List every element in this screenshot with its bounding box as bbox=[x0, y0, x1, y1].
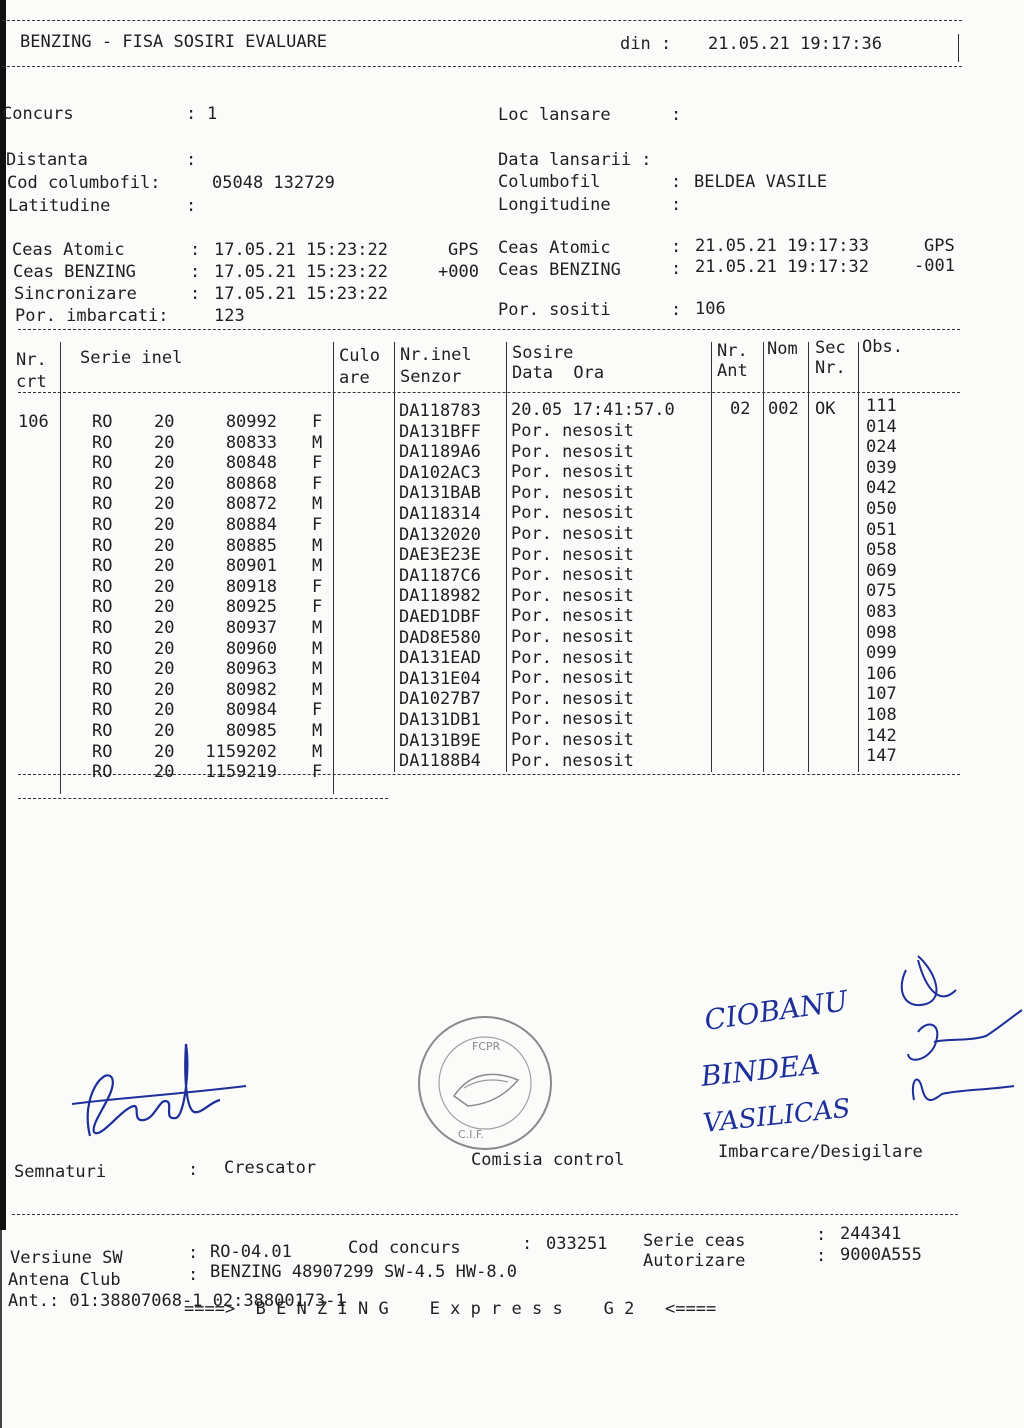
cod-concurs-value: 033251 bbox=[546, 1234, 608, 1254]
cell-tara: RO bbox=[92, 659, 113, 680]
ceas-benzing-label: Ceas BENZING bbox=[13, 262, 136, 282]
ceas-atomic-end-label: Ceas Atomic bbox=[498, 238, 611, 258]
header-right-border bbox=[958, 34, 959, 62]
cell-tara: RO bbox=[92, 721, 113, 741]
cell-sex: M bbox=[312, 432, 323, 453]
longitudine-label: Longitudine bbox=[498, 195, 611, 215]
cell-inel: 80872 bbox=[225, 494, 277, 515]
cell-obs: 039 bbox=[866, 457, 897, 478]
th-nom: Nom bbox=[767, 339, 798, 359]
cell-sosire: Por. nesosit bbox=[511, 482, 634, 503]
cell-sex: M bbox=[312, 556, 323, 577]
ceas-atomic-end-value: 21.05.21 19:17:33 bbox=[695, 236, 869, 256]
cell-sex: F bbox=[312, 473, 323, 494]
cod-columbofil-label: Cod columbofil: bbox=[7, 173, 161, 193]
cell-senzor: DAED1DBF bbox=[399, 607, 481, 627]
cell-sex: M bbox=[312, 494, 323, 515]
concurs-label: Concurs bbox=[2, 104, 74, 124]
cell-sosire: Por. nesosit bbox=[511, 688, 634, 709]
cell-obs: 098 bbox=[866, 622, 897, 643]
cell-tara: RO bbox=[92, 597, 113, 618]
cell-inel: 80901 bbox=[225, 556, 277, 577]
th-sosire: Sosire bbox=[512, 343, 574, 363]
colon: : bbox=[671, 259, 682, 279]
table-bottom-rule bbox=[18, 798, 388, 799]
crescator-signature bbox=[60, 1036, 260, 1146]
cell-an: 20 bbox=[154, 679, 175, 700]
cell-tara: RO bbox=[92, 453, 113, 474]
cell-sex: F bbox=[312, 453, 323, 474]
cell-tara: RO bbox=[92, 432, 113, 453]
cell-tara: RO bbox=[92, 679, 113, 700]
th-sec: Sec bbox=[815, 338, 846, 358]
colon: : bbox=[671, 172, 682, 192]
cell-sosire: Por. nesosit bbox=[511, 626, 634, 647]
cell-sosire: Por. nesosit bbox=[511, 503, 634, 524]
comisia-control-label: Comisia control bbox=[471, 1150, 625, 1170]
cod-columbofil-value: 05048 132729 bbox=[212, 173, 335, 193]
semnaturi-label: Semnaturi bbox=[14, 1162, 107, 1182]
cell-sosire: Por. nesosit bbox=[511, 441, 634, 462]
cell-an: 20 bbox=[154, 412, 175, 432]
cell-senzor: DAE3E23E bbox=[399, 545, 481, 566]
imbarcare-signatures bbox=[696, 950, 1024, 1140]
distanta-label: Distanta bbox=[6, 150, 88, 170]
cell-senzor: DA118783 bbox=[399, 401, 481, 421]
cell-inel: 80848 bbox=[225, 453, 277, 474]
cell-senzor: DA131DB1 bbox=[399, 710, 481, 730]
ceas-benzing-end-value: 21.05.21 19:17:32 bbox=[695, 257, 869, 277]
concurs-value: 1 bbox=[207, 104, 218, 124]
colon: : bbox=[671, 105, 682, 125]
autorizare-label: Autorizare bbox=[643, 1251, 746, 1271]
cod-concurs-label: Cod concurs bbox=[348, 1238, 461, 1258]
colon: : bbox=[816, 1225, 827, 1245]
cell-an: 20 bbox=[154, 597, 175, 618]
sincronizare-value: 17.05.21 15:23:22 bbox=[214, 284, 388, 304]
cell-an: 20 bbox=[154, 473, 175, 494]
cell-an: 20 bbox=[154, 721, 175, 741]
page-edge bbox=[0, 1230, 2, 1428]
cell-senzor: DA131E04 bbox=[399, 668, 481, 689]
cell-sex: M bbox=[312, 721, 323, 741]
colon: : bbox=[186, 150, 197, 170]
cell-inel: 80868 bbox=[225, 473, 277, 494]
svg-text:CIOBANU: CIOBANU bbox=[702, 984, 850, 1037]
cell-obs: 099 bbox=[866, 643, 897, 664]
col-divider bbox=[60, 342, 61, 794]
table-top-rule bbox=[18, 329, 960, 330]
cell-inel: 80925 bbox=[225, 597, 277, 618]
th-ant: Ant bbox=[717, 361, 748, 381]
colon: : bbox=[522, 1234, 533, 1254]
colon: : bbox=[671, 237, 682, 257]
cell-an: 20 bbox=[154, 618, 175, 638]
cell-sex: M bbox=[312, 741, 323, 762]
cell-senzor: DA131BAB bbox=[399, 483, 481, 504]
cell-tara: RO bbox=[92, 515, 113, 535]
col-divider bbox=[711, 342, 712, 772]
cell-an: 20 bbox=[154, 494, 175, 515]
sositi-label: Por. sositi bbox=[498, 300, 611, 320]
ceas-atomic-end-suffix: GPS bbox=[924, 236, 955, 256]
cell-senzor: DA1027B7 bbox=[399, 689, 481, 710]
cell-inel: 80985 bbox=[225, 721, 277, 741]
cell-inel: 1159202 bbox=[205, 741, 277, 762]
cell-an: 20 bbox=[154, 515, 175, 535]
cell-sosire: Por. nesosit bbox=[511, 462, 634, 483]
loc-lansare-label: Loc lansare bbox=[498, 105, 611, 125]
ceas-atomic-suffix: GPS bbox=[448, 240, 479, 260]
cell-senzor: DA131EAD bbox=[399, 648, 481, 669]
cell-sosire: Por. nesosit bbox=[511, 606, 634, 627]
cell-an: 20 bbox=[154, 535, 175, 556]
cell-sex: M bbox=[312, 638, 323, 659]
cell-sosire: Por. nesosit bbox=[511, 750, 634, 771]
cell-inel: 80992 bbox=[225, 412, 277, 432]
table-header-rule bbox=[18, 392, 960, 393]
cell-obs: 111 bbox=[866, 396, 897, 416]
header-bottom-rule bbox=[2, 66, 962, 67]
cell-tara: RO bbox=[92, 700, 113, 721]
columbofil-label: Columbofil bbox=[498, 172, 601, 192]
col-divider bbox=[333, 342, 334, 794]
th-nr-inel: Nr.inel bbox=[400, 345, 472, 365]
cell-senzor: DA132020 bbox=[399, 524, 481, 545]
cell-senzor: DA131BFF bbox=[399, 421, 481, 442]
cell-tara: RO bbox=[92, 741, 113, 762]
cell-obs: 058 bbox=[866, 540, 897, 561]
benzing-express-line: ====> B E N Z I N G E x p r e s s G 2 <==== bbox=[184, 1299, 717, 1319]
cell-an: 20 bbox=[154, 453, 175, 474]
th-crt: crt bbox=[16, 372, 47, 392]
colon: : bbox=[671, 300, 682, 320]
col-divider bbox=[808, 342, 809, 772]
antena-club-label: Antena Club bbox=[8, 1270, 121, 1290]
cell-senzor: DAD8E580 bbox=[399, 627, 481, 648]
th-obs: Obs. bbox=[862, 337, 903, 357]
cell-inel: 80982 bbox=[225, 679, 277, 700]
cell-obs: 042 bbox=[866, 478, 897, 499]
antena-club-value: BENZING 48907299 SW-4.5 HW-8.0 bbox=[210, 1262, 518, 1282]
cell-senzor: DA102AC3 bbox=[399, 462, 481, 483]
sincronizare-label: Sincronizare bbox=[14, 284, 137, 304]
th-culo: Culo bbox=[339, 346, 380, 366]
serie-ceas-label: Serie ceas bbox=[643, 1231, 746, 1251]
latitudine-label: Latitudine bbox=[8, 196, 111, 216]
cell-inel: 80885 bbox=[225, 535, 277, 556]
svg-text:C.I.F.: C.I.F. bbox=[458, 1128, 484, 1141]
cell-tara: RO bbox=[92, 556, 113, 577]
cell-an: 20 bbox=[154, 638, 175, 659]
cell-senzor: DA1187C6 bbox=[399, 565, 481, 586]
autorizare-value: 9000A555 bbox=[840, 1245, 922, 1265]
cell-obs: 050 bbox=[866, 499, 897, 519]
cell-sex: F bbox=[312, 597, 323, 618]
ceas-atomic-label: Ceas Atomic bbox=[12, 240, 125, 260]
cell-sex: M bbox=[312, 618, 323, 638]
cell-sosire: Por. nesosit bbox=[511, 585, 634, 606]
serie-ceas-value: 244341 bbox=[840, 1224, 902, 1244]
cell-tara: RO bbox=[92, 576, 113, 597]
cell-inel: 80833 bbox=[225, 432, 277, 453]
cell-tara: RO bbox=[92, 473, 113, 494]
cell-an: 20 bbox=[154, 659, 175, 680]
cell-tara: RO bbox=[92, 535, 113, 556]
colon: : bbox=[188, 1160, 199, 1180]
cell-sex: F bbox=[312, 700, 323, 721]
date-value: 21.05.21 19:17:36 bbox=[708, 34, 882, 54]
cell-sosire: 20.05 17:41:57.0 bbox=[511, 400, 675, 421]
cell-sex: F bbox=[312, 762, 323, 783]
cell-obs: 051 bbox=[866, 519, 897, 540]
cell-inel: 80884 bbox=[225, 515, 277, 535]
antenna-line: Ant.: 01:38807068-1 02:38800173-1 bbox=[8, 1291, 346, 1311]
page-title: BENZING - FISA SOSIRI EVALUARE bbox=[20, 32, 328, 52]
colon: : bbox=[671, 195, 682, 215]
svg-text:BINDEA: BINDEA bbox=[699, 1047, 822, 1093]
cell-tara: RO bbox=[92, 494, 113, 515]
svg-text:VASILICAS: VASILICAS bbox=[701, 1093, 852, 1139]
cell-sex: F bbox=[312, 412, 323, 432]
cell-an: 20 bbox=[154, 700, 175, 721]
cell-inel: 1159219 bbox=[205, 762, 277, 783]
cell-sosire: Por. nesosit bbox=[511, 523, 634, 544]
club-stamp bbox=[412, 1010, 558, 1156]
cell-sex: F bbox=[312, 515, 323, 535]
cell-sex: F bbox=[312, 576, 323, 597]
ceas-benzing-end-label: Ceas BENZING bbox=[498, 260, 621, 280]
cell-senzor: DA118982 bbox=[399, 586, 481, 607]
cell-sosire: Por. nesosit bbox=[511, 729, 634, 750]
ceas-benzing-end-suffix: -001 bbox=[914, 256, 955, 276]
footer-rule bbox=[12, 1214, 958, 1215]
ceas-atomic-value: 17.05.21 15:23:22 bbox=[214, 240, 388, 260]
cell-tara: RO bbox=[92, 762, 113, 783]
cell-obs: 147 bbox=[866, 746, 897, 767]
cell-obs: 107 bbox=[866, 684, 897, 705]
col-divider bbox=[394, 342, 395, 772]
colon: : bbox=[190, 284, 201, 304]
colon: : bbox=[186, 196, 197, 216]
date-label: din : bbox=[620, 34, 672, 54]
cell-inel: 80984 bbox=[225, 700, 277, 721]
cell-obs: 075 bbox=[866, 581, 897, 602]
colon: : bbox=[190, 240, 201, 260]
imbarcare-desigilare-label: Imbarcare/Desigilare bbox=[718, 1142, 923, 1162]
cell-tara: RO bbox=[92, 412, 113, 432]
imbarcati-label: Por. imbarcati: bbox=[15, 306, 169, 326]
cell-sosire: Por. nesosit bbox=[511, 709, 634, 730]
colon: : bbox=[816, 1246, 827, 1266]
cell-an: 20 bbox=[154, 762, 175, 783]
imbarcati-value: 123 bbox=[214, 306, 245, 326]
cell-sec: OK bbox=[815, 398, 836, 419]
ceas-benzing-value: 17.05.21 15:23:22 bbox=[214, 262, 388, 282]
cell-senzor: DA1189A6 bbox=[399, 442, 481, 463]
col-divider bbox=[763, 342, 764, 772]
cell-obs: 014 bbox=[866, 416, 897, 437]
cell-an: 20 bbox=[154, 556, 175, 577]
col-divider bbox=[506, 342, 507, 772]
th-data-ora: Data Ora bbox=[512, 363, 605, 383]
cell-inel: 80918 bbox=[225, 576, 277, 597]
cell-sosire: Por. nesosit bbox=[511, 544, 634, 565]
cell-inel: 80960 bbox=[225, 638, 277, 659]
cell-obs: 108 bbox=[866, 705, 897, 725]
page-edge bbox=[0, 0, 6, 1230]
th-are: are bbox=[339, 368, 370, 388]
cell-sex: M bbox=[312, 679, 323, 700]
cell-obs: 083 bbox=[866, 602, 897, 622]
th-sec-nr: Nr. bbox=[815, 358, 846, 378]
col-divider bbox=[858, 342, 859, 772]
cell-inel: 80963 bbox=[225, 659, 277, 680]
colon: : bbox=[188, 1265, 199, 1285]
colon: : bbox=[188, 1243, 199, 1263]
svg-text:FCPR: FCPR bbox=[472, 1040, 501, 1053]
colon: : bbox=[190, 262, 201, 282]
cell-sex: M bbox=[312, 659, 323, 680]
cell-inel: 80937 bbox=[225, 618, 277, 638]
colon: : bbox=[186, 104, 197, 124]
cell-ant: 02 bbox=[730, 399, 751, 419]
cell-sosire: Por. nesosit bbox=[511, 647, 634, 668]
sositi-value: 106 bbox=[695, 299, 726, 319]
th-serie-inel: Serie inel bbox=[80, 348, 183, 368]
crescator-label: Crescator bbox=[224, 1158, 317, 1178]
cell-obs: 069 bbox=[866, 560, 897, 581]
cell-nom: 002 bbox=[768, 398, 799, 419]
cell-senzor: DA118314 bbox=[399, 504, 481, 524]
columbofil-value: BELDEA VASILE bbox=[694, 172, 828, 192]
data-lansarii-label: Data lansarii : bbox=[498, 150, 652, 170]
cell-senzor: DA1188B4 bbox=[399, 751, 481, 772]
cell-sosire: Por. nesosit bbox=[511, 668, 634, 689]
th-nr: Nr. bbox=[16, 350, 47, 370]
th-nr-ant: Nr. bbox=[717, 341, 748, 361]
ceas-benzing-suffix: +000 bbox=[438, 262, 479, 282]
cell-tara: RO bbox=[92, 618, 113, 638]
versiune-sw-value: RO-04.01 bbox=[210, 1242, 292, 1262]
cell-an: 20 bbox=[154, 576, 175, 597]
cell-crt: 106 bbox=[18, 412, 49, 432]
cell-sosire: Por. nesosit bbox=[511, 565, 634, 586]
cell-tara: RO bbox=[92, 638, 113, 659]
th-senzor: Senzor bbox=[400, 367, 462, 387]
cell-sex: M bbox=[312, 535, 323, 556]
cell-obs: 142 bbox=[866, 725, 897, 746]
cell-an: 20 bbox=[154, 741, 175, 762]
cell-obs: 024 bbox=[866, 437, 897, 458]
cell-sosire: Por. nesosit bbox=[511, 420, 634, 441]
cell-an: 20 bbox=[154, 432, 175, 453]
cell-obs: 106 bbox=[866, 663, 897, 684]
versiune-sw-label: Versiune SW bbox=[10, 1248, 123, 1268]
cell-senzor: DA131B9E bbox=[399, 730, 481, 751]
